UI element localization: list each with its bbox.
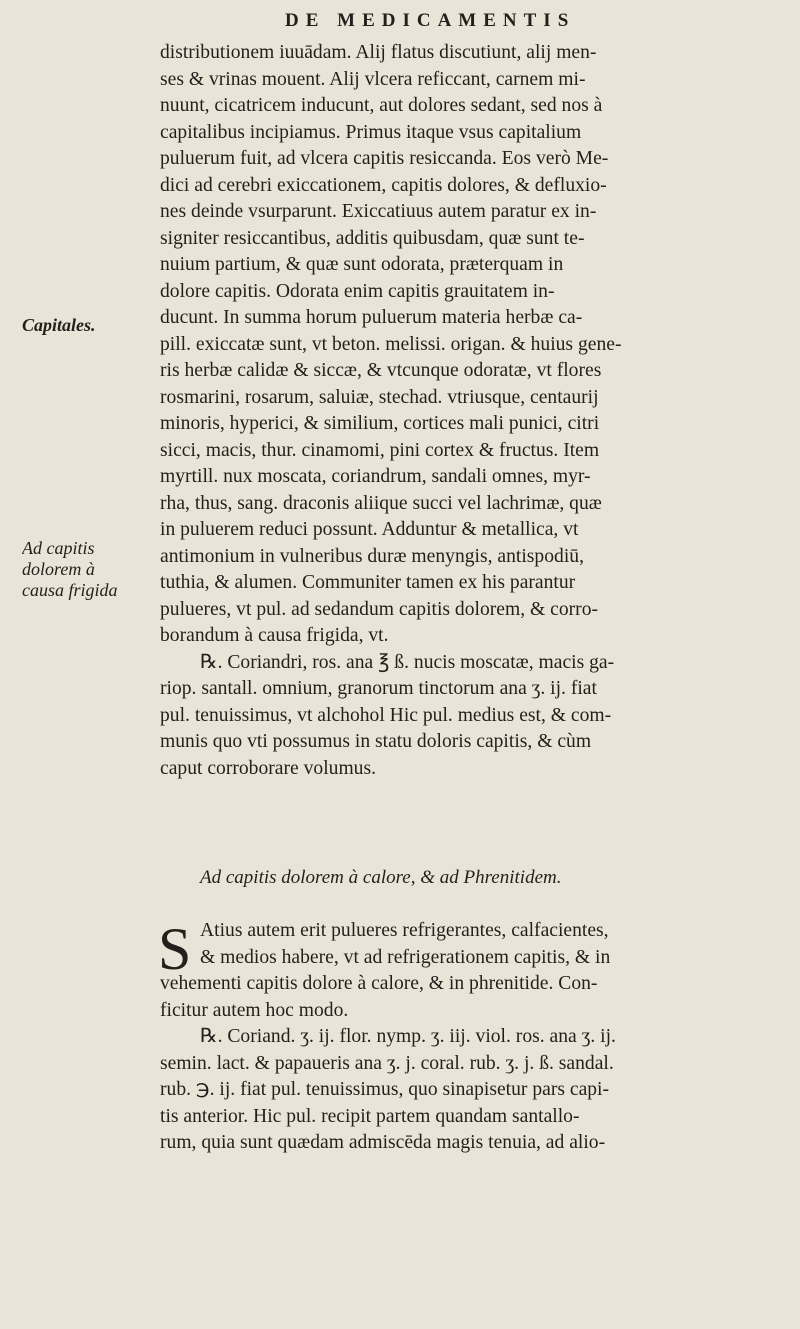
text-line: & medios habere, vt ad refrigerationem capitis, & in (200, 946, 611, 968)
recipe-line: rum, quia sunt quædam admiscēda magis tenuia, ad alio- (160, 1132, 606, 1153)
margin-note-line: causa frigida (22, 580, 118, 600)
text-line: Atius autem erit pulueres refrigerantes, calfacientes, (200, 920, 609, 941)
text-line: distributionem iuuādam. Alij flatus discutiunt, alij men- (160, 42, 597, 63)
recipe-line: ℞. Coriandri, ros. ana ℥ ß. nucis moscatæ, macis ga- (200, 651, 615, 673)
text-line: in puluerem reduci possunt. Adduntur & metallica, vt (160, 519, 579, 540)
text-line: pulueres, vt pul. ad sedandum capitis dolorem, & corro- (160, 598, 599, 620)
text-line: tuthia, & alumen. Communiter tamen ex his parantur (160, 572, 576, 593)
text-line: puluerum fuit, ad vlcera capitis resiccanda. Eos verò Me- (160, 148, 609, 169)
text-line: rha, thus, sang. draconis aliique succi vel lachrimæ, quæ (160, 492, 602, 514)
main-paragraph (160, 40, 772, 782)
text-line: minoris, hyperici, & similium, cortices mali punici, citri (160, 413, 600, 434)
margin-note-capitales: Capitales. (22, 315, 96, 335)
text-line: ris herbæ calidæ & siccæ, & vtcunque odoratæ, vt flores (160, 360, 602, 381)
recipe-line: caput corroborare volumus. (160, 757, 377, 779)
recipe-line: tis anterior. Hic pul. recipit partem quandam santallo- (160, 1105, 580, 1127)
text-line: nuunt, cicatricem inducunt, aut dolores sedant, sed nos à (160, 95, 603, 116)
text-line: dolore capitis. Odorata enim capitis grauitatem in- (160, 280, 555, 302)
text-line: nes deinde vsurparunt. Exiccatiuus autem paratur ex in- (160, 201, 597, 222)
margin-note-line: Ad capitis (22, 538, 95, 558)
text-line: ficitur autem hoc modo. (160, 999, 349, 1021)
text-line: nuium partium, & quæ sunt odorata, præterquam in (160, 254, 564, 275)
running-header: DE MEDICAMENTIS (285, 10, 576, 31)
text-line: borandum à causa frigida, vt. (160, 625, 389, 646)
recipe-line: munis quo vti possumus in statu doloris capitis, & cùm (160, 731, 592, 752)
text-line: rosmarini, rosarum, saluiæ, stechad. vtriusque, centaurij (160, 386, 599, 408)
drop-cap: S (158, 916, 192, 982)
recipe-line: pul. tenuissimus, vt alchohol Hic pul. medius est, & com- (160, 704, 612, 726)
text-line: ducunt. In summa horum puluerum materia herbæ ca- (160, 307, 583, 328)
text-line: capitalibus incipiamus. Primus itaque vsus capitalium (160, 121, 582, 143)
text-line: dici ad cerebri exiccationem, capitis dolores, & defluxio- (160, 174, 607, 196)
recipe-line: riop. santall. omnium, granorum tinctorum ana ʒ. ij. fiat (160, 678, 597, 699)
text-line: pill. exiccatæ sunt, vt beton. melissi. origan. & huius gene- (160, 333, 622, 355)
text-line: sicci, macis, thur. cinamomi, pini cortex & fructus. Item (160, 439, 600, 461)
text-line: vehementi capitis dolore à calore, & in phrenitide. Con- (160, 973, 598, 994)
section-paragraph (160, 918, 772, 1157)
section-heading: Ad capitis dolorem à calore, & ad Phrenitidem. (200, 867, 562, 888)
text-line: antimonium in vulneribus duræ menyngis, antispodiū, (160, 545, 584, 567)
recipe-line: rub. ℈. ij. fiat pul. tenuissimus, quo sinapisetur pars capi- (160, 1079, 610, 1100)
recipe-line: semin. lact. & papaueris ana ʒ. j. coral. rub. ʒ. j. ß. sandal. (160, 1052, 614, 1074)
recipe-line: ℞. Coriand. ʒ. ij. flor. nymp. ʒ. iij. viol. ros. ana ʒ. ij. (200, 1026, 616, 1047)
text-line: myrtill. nux moscata, coriandrum, sandali omnes, myr- (160, 466, 591, 487)
text-line: ses & vrinas mouent. Alij vlcera reficcant, carnem mi- (160, 68, 586, 90)
margin-note-line: dolorem à (22, 559, 95, 579)
margin-note-ad-capitis (22, 538, 118, 601)
text-line: signiter resiccantibus, additis quibusdam, quæ sunt te- (160, 227, 585, 249)
